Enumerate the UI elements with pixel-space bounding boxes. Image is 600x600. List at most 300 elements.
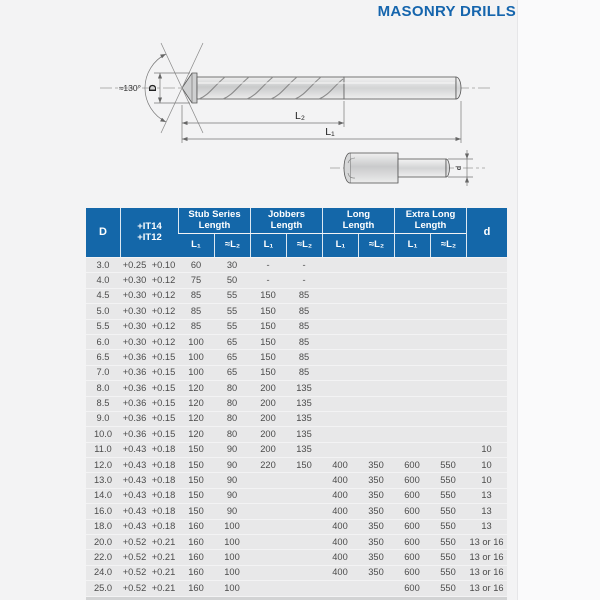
cell: +0.15 <box>149 397 178 411</box>
cell <box>250 535 286 549</box>
cell <box>466 335 507 349</box>
table-row <box>86 427 507 441</box>
cell <box>322 258 358 272</box>
cell: +0.36 <box>120 427 149 441</box>
table-row <box>86 412 507 426</box>
cell <box>358 304 394 318</box>
diameter-label: D <box>148 84 159 92</box>
cell <box>322 350 358 364</box>
table-row <box>86 581 507 595</box>
cell: +0.52 <box>120 550 149 564</box>
cell: 85 <box>178 320 214 334</box>
cell <box>466 366 507 380</box>
cell <box>466 273 507 287</box>
cell: - <box>250 273 286 287</box>
spec-table <box>86 207 507 597</box>
cell <box>358 350 394 364</box>
cell <box>430 412 466 426</box>
cell: 85 <box>286 304 322 318</box>
cell: 55 <box>214 289 250 303</box>
cell: +0.12 <box>149 304 178 318</box>
shank-end-cap <box>456 77 461 99</box>
cell: 200 <box>250 427 286 441</box>
table-row <box>86 504 507 518</box>
cell: 90 <box>214 504 250 518</box>
cell <box>358 397 394 411</box>
cell: 85 <box>286 289 322 303</box>
cell <box>250 504 286 518</box>
cell: 150 <box>178 504 214 518</box>
cell <box>394 412 430 426</box>
cell: 24.0 <box>86 566 120 580</box>
cell <box>322 289 358 303</box>
cell: 6.0 <box>86 335 120 349</box>
cell <box>430 335 466 349</box>
cell <box>286 489 322 503</box>
cell: +0.36 <box>120 381 149 395</box>
cell: 350 <box>358 566 394 580</box>
cell <box>358 381 394 395</box>
cell <box>322 427 358 441</box>
cell <box>322 304 358 318</box>
cell: 150 <box>178 458 214 472</box>
cell: 80 <box>214 397 250 411</box>
cell: +0.18 <box>149 520 178 534</box>
table-row <box>86 535 507 549</box>
cell: 13 <box>466 520 507 534</box>
cell: +0.30 <box>120 289 149 303</box>
cell: +0.43 <box>120 520 149 534</box>
col-header-tolerance <box>120 208 178 257</box>
cell: +0.21 <box>149 566 178 580</box>
group-header-extra-long: Extra Long Length <box>394 208 466 233</box>
table-row <box>86 273 507 287</box>
cell <box>286 535 322 549</box>
cell: 400 <box>322 489 358 503</box>
cell: 160 <box>178 535 214 549</box>
cell: +0.10 <box>149 258 178 272</box>
cell: 550 <box>430 473 466 487</box>
cell: 400 <box>322 458 358 472</box>
cell: 600 <box>394 535 430 549</box>
cell: +0.12 <box>149 335 178 349</box>
cell <box>394 289 430 303</box>
cell: 14.0 <box>86 489 120 503</box>
cell <box>394 381 430 395</box>
cell: +0.15 <box>149 412 178 426</box>
cell: 55 <box>214 320 250 334</box>
cell: 400 <box>322 473 358 487</box>
cell: +0.36 <box>120 412 149 426</box>
cell: 10.0 <box>86 427 120 441</box>
cell: 90 <box>214 458 250 472</box>
cell <box>466 320 507 334</box>
cell <box>358 443 394 457</box>
cell: +0.21 <box>149 581 178 595</box>
cell: 22.0 <box>86 550 120 564</box>
cell <box>358 273 394 287</box>
cell: 135 <box>286 427 322 441</box>
sub-header-l1: L₁ <box>178 234 214 257</box>
cell: 4.5 <box>86 289 120 303</box>
cell <box>322 581 358 595</box>
page-right-margin <box>517 0 600 600</box>
cell: 100 <box>214 520 250 534</box>
cell: 13 or 16 <box>466 581 507 595</box>
cell: 600 <box>394 458 430 472</box>
cell: 150 <box>250 366 286 380</box>
col-header-shank: d <box>466 208 507 257</box>
cell: 220 <box>250 458 286 472</box>
overall-length-label: L₁ <box>325 126 335 138</box>
cell: +0.15 <box>149 350 178 364</box>
sub-header-l2: ≈L₂ <box>358 234 394 257</box>
cell: 12.0 <box>86 458 120 472</box>
cell <box>358 320 394 334</box>
cell: 90 <box>214 443 250 457</box>
cell: +0.30 <box>120 320 149 334</box>
cell: 550 <box>430 520 466 534</box>
cell: 150 <box>178 489 214 503</box>
table-row <box>86 458 507 472</box>
cell: 13 <box>466 504 507 518</box>
cell: 80 <box>214 412 250 426</box>
cell <box>394 350 430 364</box>
cell: 550 <box>430 504 466 518</box>
cell: 150 <box>178 443 214 457</box>
cell: +0.30 <box>120 273 149 287</box>
cell: 600 <box>394 489 430 503</box>
cell <box>466 304 507 318</box>
cell <box>250 581 286 595</box>
shank-diameter-label: d <box>454 165 463 171</box>
cell: 10 <box>466 443 507 457</box>
cell: 150 <box>250 320 286 334</box>
cell: 65 <box>214 366 250 380</box>
cell: 550 <box>430 458 466 472</box>
cell <box>286 520 322 534</box>
cell: 16.0 <box>86 504 120 518</box>
cell: +0.15 <box>149 366 178 380</box>
cell: 350 <box>358 489 394 503</box>
cell <box>466 258 507 272</box>
cell: +0.36 <box>120 397 149 411</box>
sub-header-l1: L₁ <box>250 234 286 257</box>
cell: 120 <box>178 381 214 395</box>
cell <box>394 427 430 441</box>
cell: 200 <box>250 412 286 426</box>
cell: 550 <box>430 489 466 503</box>
cell: 400 <box>322 520 358 534</box>
sub-header-l1: L₁ <box>394 234 430 257</box>
cell <box>430 381 466 395</box>
cell <box>358 335 394 349</box>
cell: 160 <box>178 520 214 534</box>
cell: 200 <box>250 443 286 457</box>
cell: +0.30 <box>120 304 149 318</box>
cell: 50 <box>214 273 250 287</box>
cell: 60 <box>178 258 214 272</box>
shank <box>344 77 456 99</box>
cell: 18.0 <box>86 520 120 534</box>
cell: 85 <box>178 304 214 318</box>
cell: +0.52 <box>120 581 149 595</box>
group-header-long: Long Length <box>322 208 394 233</box>
cell: 100 <box>214 550 250 564</box>
cell: 13.0 <box>86 473 120 487</box>
cell: +0.18 <box>149 458 178 472</box>
cell <box>430 366 466 380</box>
cell <box>250 489 286 503</box>
cell: 13 or 16 <box>466 566 507 580</box>
cell <box>466 289 507 303</box>
cell <box>466 381 507 395</box>
cell: 10 <box>466 473 507 487</box>
cell: +0.12 <box>149 320 178 334</box>
cell: 400 <box>322 535 358 549</box>
cell: +0.43 <box>120 443 149 457</box>
cell: 11.0 <box>86 443 120 457</box>
cell: 600 <box>394 566 430 580</box>
cell: 100 <box>178 335 214 349</box>
cell: +0.25 <box>120 258 149 272</box>
cell: 65 <box>214 350 250 364</box>
cell <box>394 320 430 334</box>
cell <box>322 443 358 457</box>
table-row <box>86 258 507 272</box>
cell <box>322 335 358 349</box>
cell: 85 <box>286 366 322 380</box>
table-row <box>86 366 507 380</box>
table-row <box>86 489 507 503</box>
cell: - <box>250 258 286 272</box>
cell: +0.43 <box>120 458 149 472</box>
cell <box>466 350 507 364</box>
cell <box>322 412 358 426</box>
cell <box>466 427 507 441</box>
cell: 550 <box>430 550 466 564</box>
cell <box>466 397 507 411</box>
cell: 600 <box>394 520 430 534</box>
cell: 120 <box>178 412 214 426</box>
cell <box>322 381 358 395</box>
cell: 350 <box>358 473 394 487</box>
cell: 400 <box>322 504 358 518</box>
cell: 120 <box>178 397 214 411</box>
cell: 550 <box>430 535 466 549</box>
cell <box>394 304 430 318</box>
cell: 400 <box>322 566 358 580</box>
table-row <box>86 397 507 411</box>
cell: 30 <box>214 258 250 272</box>
table-row <box>86 473 507 487</box>
cell: - <box>286 273 322 287</box>
cell: 13 or 16 <box>466 550 507 564</box>
cell <box>430 397 466 411</box>
cell <box>286 566 322 580</box>
cell: 150 <box>178 473 214 487</box>
spec-table-container <box>86 207 507 597</box>
group-header-stub-series: Stub Series Length <box>178 208 250 233</box>
cell <box>250 520 286 534</box>
cell: 150 <box>250 335 286 349</box>
cell: +0.21 <box>149 535 178 549</box>
table-row <box>86 381 507 395</box>
drill-technical-drawing <box>0 42 518 202</box>
cell: 85 <box>286 350 322 364</box>
cell: 550 <box>430 566 466 580</box>
cell: - <box>286 258 322 272</box>
cell: 65 <box>214 335 250 349</box>
cell <box>322 397 358 411</box>
cell: 200 <box>250 381 286 395</box>
cell: 4.0 <box>86 273 120 287</box>
cell <box>394 443 430 457</box>
cell: 80 <box>214 381 250 395</box>
cell: +0.30 <box>120 335 149 349</box>
cell <box>430 273 466 287</box>
cell <box>430 304 466 318</box>
cell: 90 <box>214 473 250 487</box>
cell: 160 <box>178 566 214 580</box>
cell: 150 <box>250 289 286 303</box>
cell: 100 <box>178 350 214 364</box>
cell <box>250 473 286 487</box>
cell <box>358 366 394 380</box>
cell: 350 <box>358 535 394 549</box>
cell: +0.15 <box>149 381 178 395</box>
cell: 350 <box>358 550 394 564</box>
cell: 6.5 <box>86 350 120 364</box>
cell: +0.18 <box>149 489 178 503</box>
table-row <box>86 443 507 457</box>
cell: +0.43 <box>120 489 149 503</box>
sub-header-l2: ≈L₂ <box>430 234 466 257</box>
cell: 160 <box>178 550 214 564</box>
cell <box>394 258 430 272</box>
cell: 135 <box>286 443 322 457</box>
cell: 135 <box>286 381 322 395</box>
cell: 55 <box>214 304 250 318</box>
cell <box>430 289 466 303</box>
cell: 350 <box>358 458 394 472</box>
cell: 600 <box>394 581 430 595</box>
cell: 13 <box>466 489 507 503</box>
cell: 8.0 <box>86 381 120 395</box>
cell: +0.12 <box>149 289 178 303</box>
cell: 600 <box>394 504 430 518</box>
sub-header-l1: L₁ <box>322 234 358 257</box>
cell: +0.52 <box>120 535 149 549</box>
cell <box>430 427 466 441</box>
cell <box>322 273 358 287</box>
cell: 75 <box>178 273 214 287</box>
cell: 90 <box>214 489 250 503</box>
cell <box>286 550 322 564</box>
sub-header-l2: ≈L₂ <box>214 234 250 257</box>
table-row <box>86 304 507 318</box>
col-header-diameter: D <box>86 208 120 257</box>
cell: 5.0 <box>86 304 120 318</box>
cell <box>466 412 507 426</box>
cell: 400 <box>322 550 358 564</box>
table-row <box>86 550 507 564</box>
cell <box>250 566 286 580</box>
cell: 3.0 <box>86 258 120 272</box>
cell: 100 <box>178 366 214 380</box>
cell: +0.18 <box>149 473 178 487</box>
cell: +0.21 <box>149 550 178 564</box>
cell <box>286 504 322 518</box>
sub-header-l2: ≈L₂ <box>286 234 322 257</box>
overall-length-dimension <box>182 101 461 143</box>
cell: 85 <box>286 335 322 349</box>
cell: 160 <box>178 581 214 595</box>
cell <box>358 581 394 595</box>
cell: 13 or 16 <box>466 535 507 549</box>
cell <box>430 350 466 364</box>
cell: +0.36 <box>120 366 149 380</box>
flute-length-label: L₂ <box>295 110 305 122</box>
flute-length-dimension <box>182 101 344 143</box>
cell: 135 <box>286 412 322 426</box>
cell: +0.18 <box>149 443 178 457</box>
cell <box>394 335 430 349</box>
cell: 100 <box>214 566 250 580</box>
cell: +0.52 <box>120 566 149 580</box>
cell <box>394 366 430 380</box>
cell: 100 <box>214 581 250 595</box>
cell <box>394 273 430 287</box>
tolerance-line2: +IT12 <box>137 231 162 243</box>
cell: 85 <box>178 289 214 303</box>
cell <box>322 366 358 380</box>
table-body <box>86 258 507 596</box>
cell <box>358 289 394 303</box>
cell: +0.18 <box>149 504 178 518</box>
cell: 120 <box>178 427 214 441</box>
cell <box>430 258 466 272</box>
table-row <box>86 520 507 534</box>
table-row <box>86 320 507 334</box>
table-row <box>86 335 507 349</box>
cell: 9.0 <box>86 412 120 426</box>
cell: 5.5 <box>86 320 120 334</box>
table-row <box>86 566 507 580</box>
cell <box>322 320 358 334</box>
cell: +0.36 <box>120 350 149 364</box>
cell: 350 <box>358 504 394 518</box>
cell: +0.43 <box>120 504 149 518</box>
fluted-body <box>197 77 344 99</box>
cell: +0.43 <box>120 473 149 487</box>
cell: +0.12 <box>149 273 178 287</box>
cell <box>250 550 286 564</box>
table-row <box>86 289 507 303</box>
cell: 150 <box>250 350 286 364</box>
cell <box>358 412 394 426</box>
carbide-tip <box>182 73 197 103</box>
cell: 550 <box>430 581 466 595</box>
cell <box>430 443 466 457</box>
angle-label: ≈130° <box>118 83 141 93</box>
cell <box>286 581 322 595</box>
cell: 8.5 <box>86 397 120 411</box>
page-title: MASONRY DRILLS <box>377 3 516 20</box>
cell: 100 <box>214 535 250 549</box>
cell: 10 <box>466 458 507 472</box>
cell: 600 <box>394 550 430 564</box>
